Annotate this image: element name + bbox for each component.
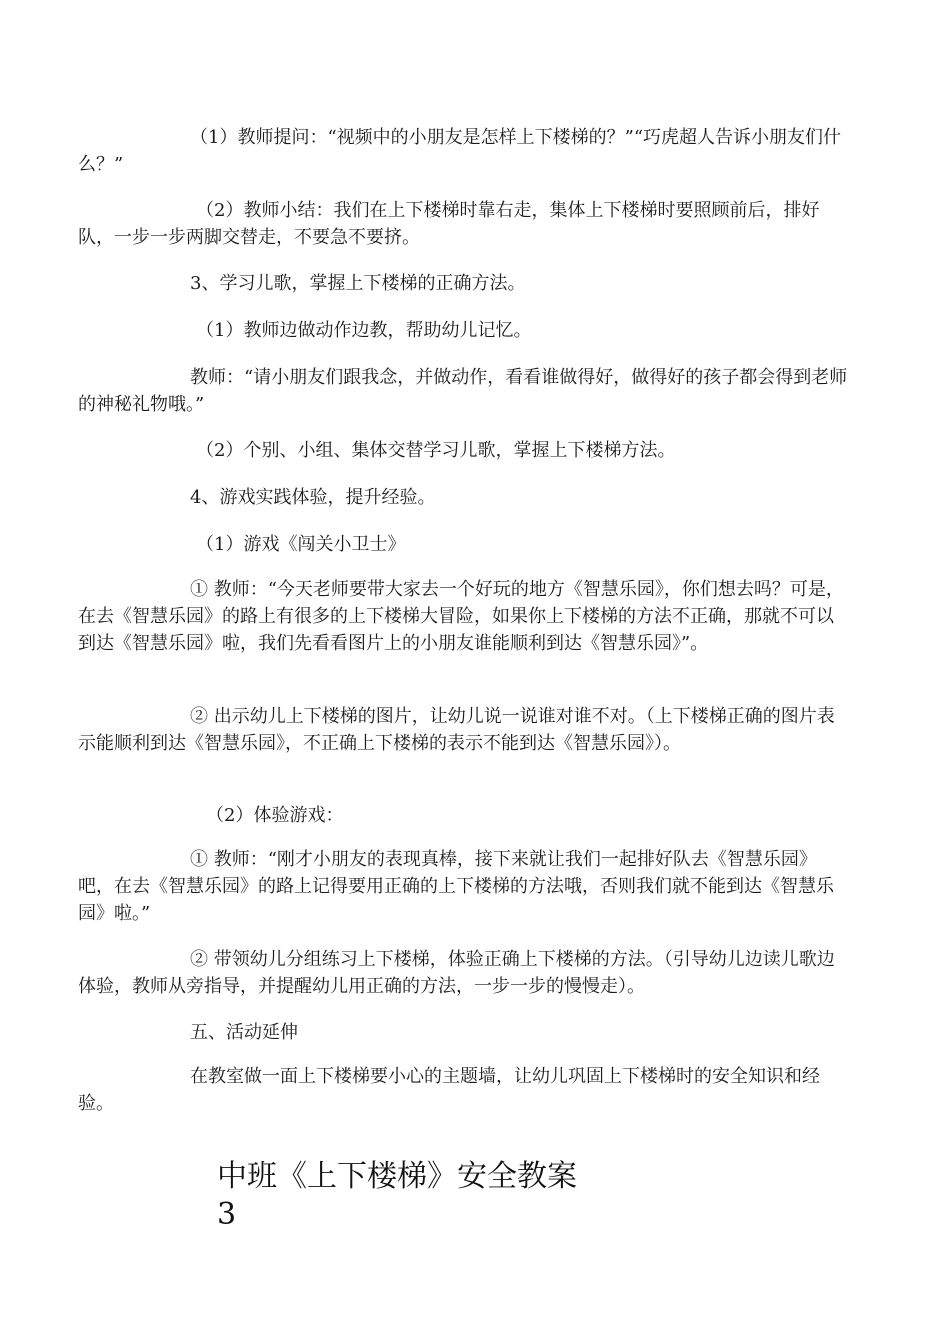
paragraph-game-intro: ① 教师：“今天老师要带大家去一个好玩的地方《智慧乐园》，你们想去吗？可是，在去《智慧乐园》的路上有很多的上下楼梯大冒险，如果你上下楼梯的方法不正确，那就不可以到达《智慧乐园》啦，我们先看看图片上的小朋友谁能顺利到达《智慧乐园》”。 — [78, 579, 844, 654]
paragraph-extension-body: 在教室做一面上下楼梯要小心的主题墙，让幼儿巩固上下楼梯时的安全知识和经验。 — [78, 1066, 820, 1114]
paragraph-teacher-question: （1）教师提问：“视频中的小朋友是怎样上下楼梯的？”“巧虎超人告诉小朋友们什么？” — [78, 127, 842, 175]
section-heading — [217, 1158, 617, 1234]
paragraph-line-up: ① 教师：“刚才小朋友的表现真棒，接下来就让我们一起排好队去《智慧乐园》吧，在去《智慧乐园》的路上记得要用正确的上下楼梯的方法哦，否则我们就不能到达《智慧乐园》啦。” — [78, 849, 834, 924]
paragraph-step-3: 3、学习儿歌，掌握上下楼梯的正确方法。 — [190, 273, 526, 294]
paragraph-extension-title: 五、活动延伸 — [190, 1022, 298, 1043]
heading-title: 中班《上下楼梯》安全教案 — [217, 1159, 577, 1194]
paragraph-group-practice: ② 带领幼儿分组练习上下楼梯，体验正确上下楼梯的方法。（引导幼儿边读儿歌边体验，教师从旁指导，并提醒幼儿用正确的方法，一步一步的慢慢走）。 — [78, 949, 835, 997]
paragraph-game-title: （1）游戏《闯关小卫士》 — [196, 534, 406, 555]
heading-number: 3 — [217, 1197, 237, 1232]
paragraph-step-4: 4、游戏实践体验，提升经验。 — [190, 487, 436, 508]
paragraph-teacher-quote: 教师：“请小朋友们跟我念，并做动作，看看谁做得好，做得好的孩子都会得到老师的神秘礼物哦。” — [78, 367, 848, 415]
paragraph-experience-game: （2）体验游戏： — [206, 805, 344, 826]
paragraph-teacher-summary: （2）教师小结：我们在上下楼梯时靠右走，集体上下楼梯时要照顾前后，排好队，一步一步两脚交替走，不要急不要挤。 — [78, 200, 820, 248]
paragraph-show-pictures: ② 出示幼儿上下楼梯的图片，让幼儿说一说谁对谁不对。（上下楼梯正确的图片表示能顺利到达《智慧乐园》，不正确上下楼梯的表示不能到达《智慧乐园》）。 — [78, 706, 835, 754]
paragraph-group-learning: （2）个别、小组、集体交替学习儿歌，掌握上下楼梯方法。 — [196, 440, 676, 461]
paragraph-teach-actions: （1）教师边做动作边教，帮助幼儿记忆。 — [196, 320, 532, 341]
